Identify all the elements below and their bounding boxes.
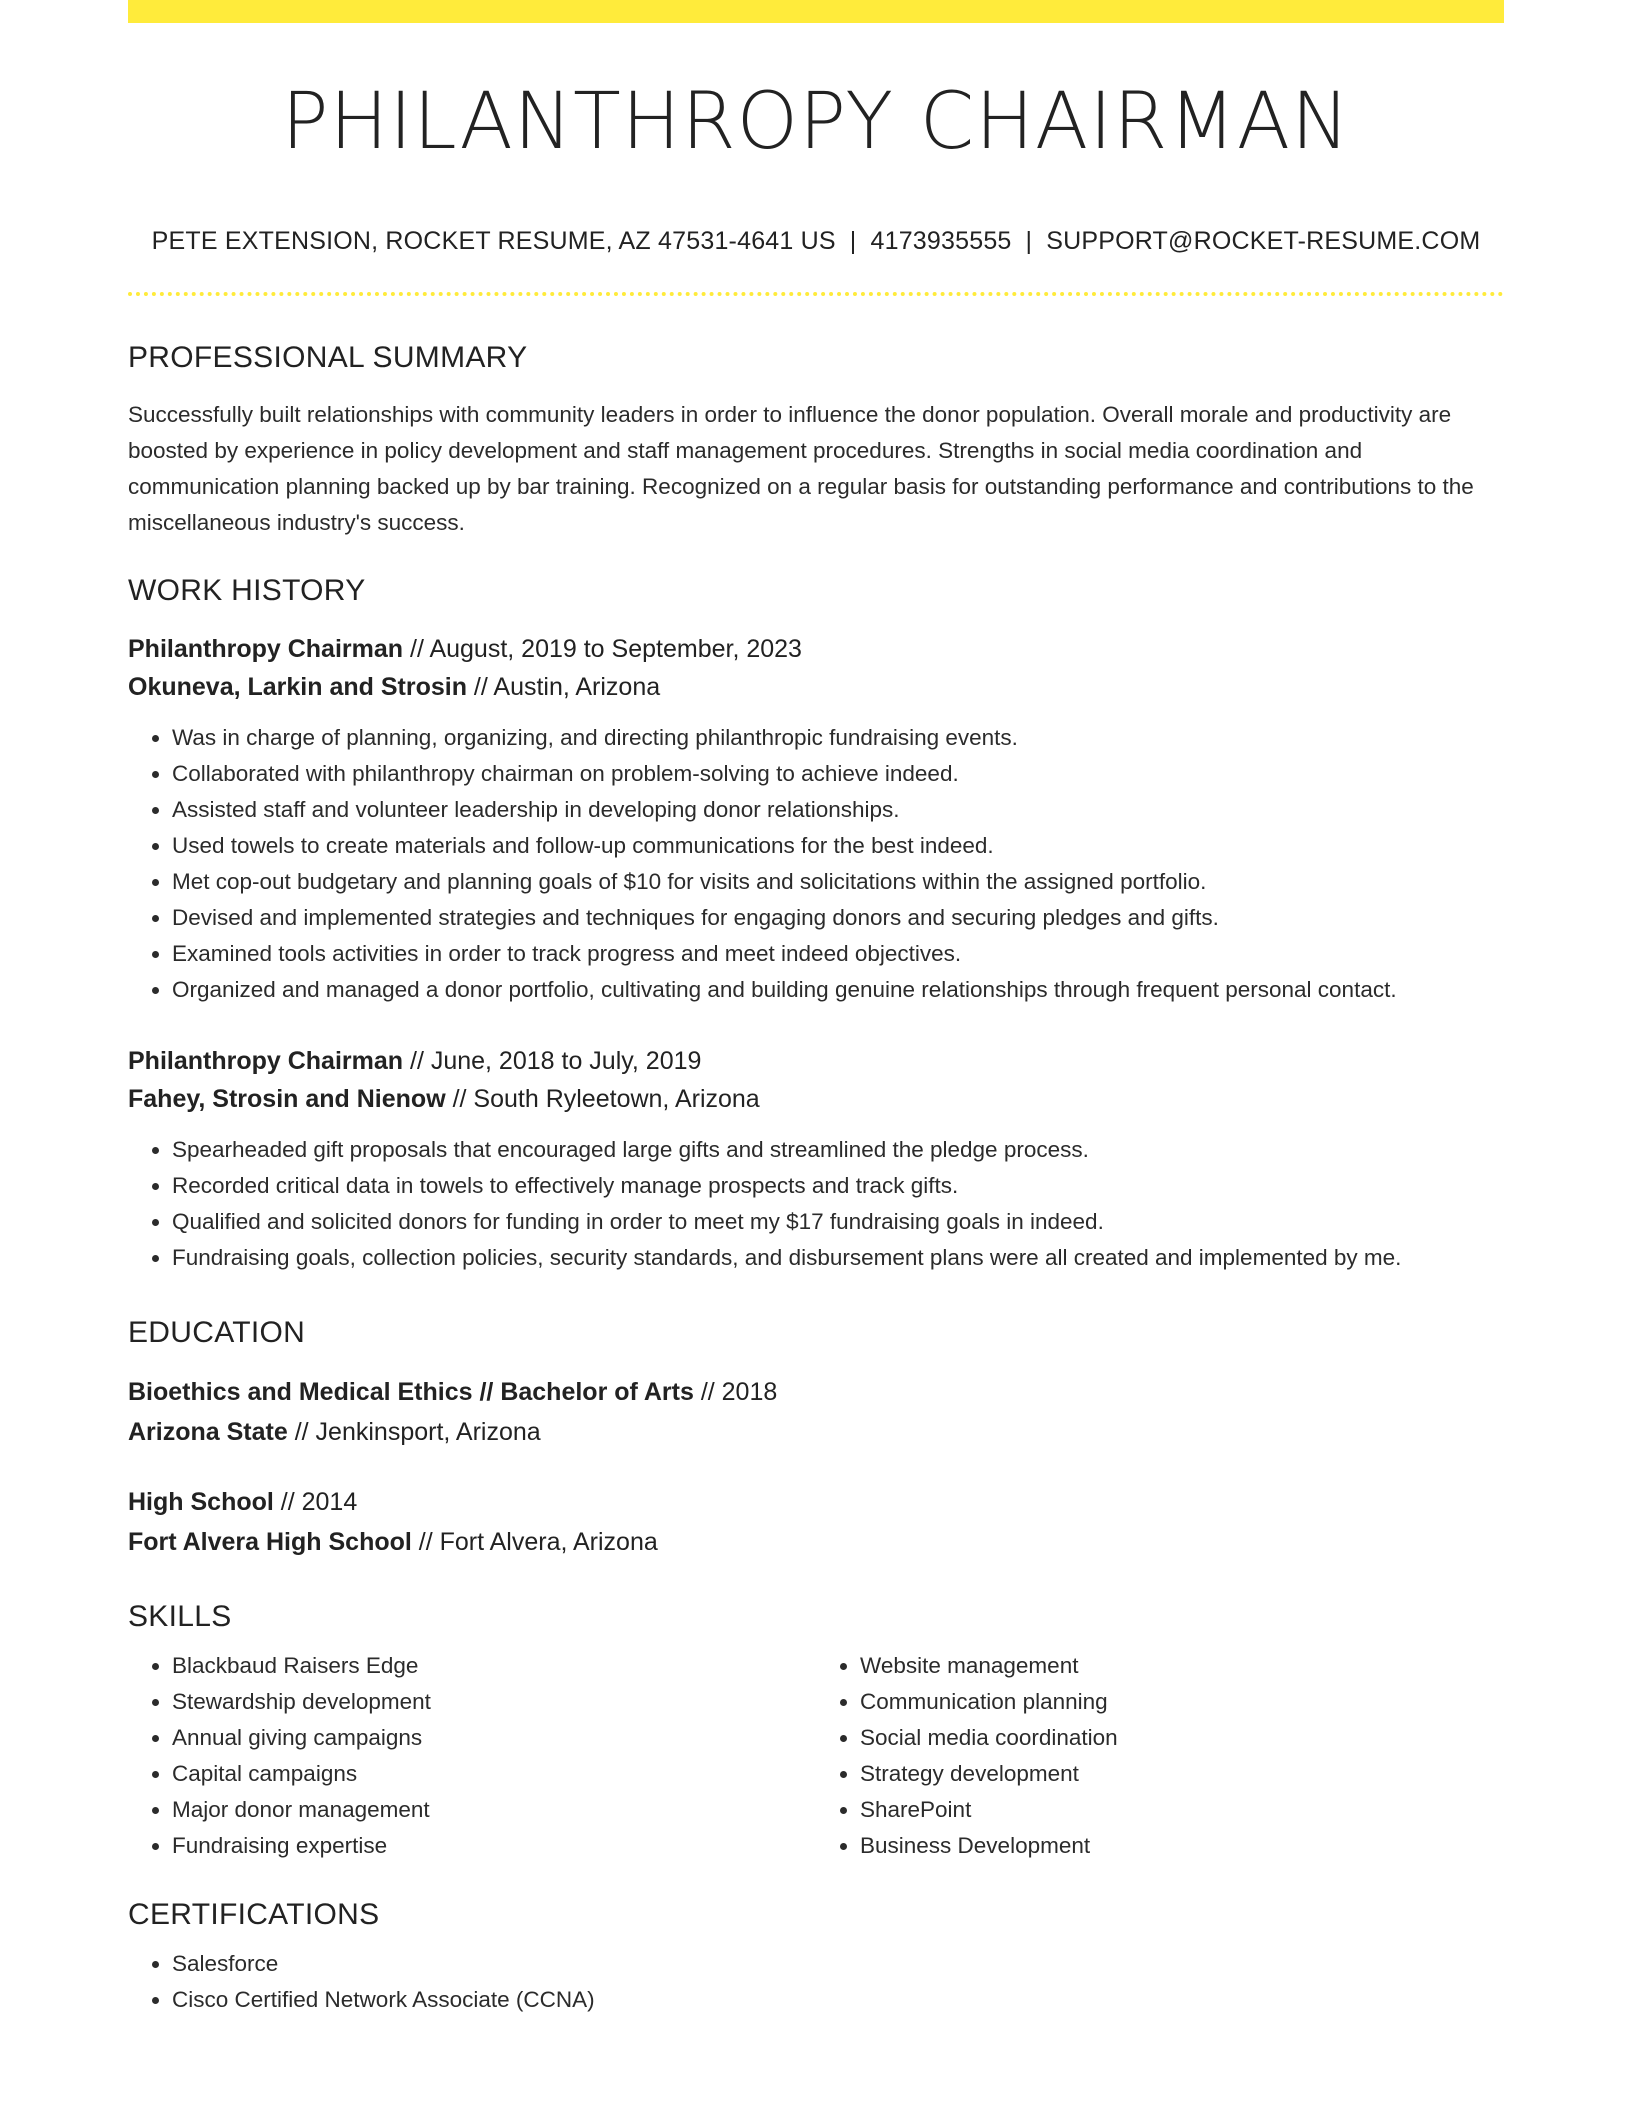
- skill-item: • SharePoint: [860, 1792, 1504, 1828]
- list-item: • Met cop-out budgetary and planning goals of $10 for visits and solicitations within the assigned portfolio.: [172, 864, 1504, 900]
- resume-name: PHILANTHROPY CHAIRMAN: [281, 77, 1351, 167]
- skill-item: • Fundraising expertise: [172, 1828, 816, 1864]
- job-company-line: [128, 668, 1504, 706]
- skill-item: • Strategy development: [860, 1756, 1504, 1792]
- job-dates: // August, 2019 to September, 2023: [403, 635, 802, 663]
- job-title-line: [128, 1042, 1504, 1080]
- job-title-line: [128, 630, 1504, 668]
- skill-item: • Social media coordination: [860, 1720, 1504, 1756]
- graduation-year: // 2018: [693, 1378, 778, 1406]
- school-name: Arizona State: [128, 1418, 288, 1446]
- job-entry: [128, 630, 1504, 1008]
- email-address: SUPPORT@ROCKET-RESUME.COM: [1046, 227, 1481, 255]
- list-item: • Organized and managed a donor portfolio, cultivating and building genuine relationships through frequent personal contact.: [172, 972, 1504, 1008]
- skills-heading: SKILLS: [128, 1600, 232, 1633]
- skill-item: • Business Development: [860, 1828, 1504, 1864]
- skill-item: • Stewardship development: [172, 1684, 816, 1720]
- job-location: // Austin, Arizona: [466, 673, 661, 701]
- school-location: // Fort Alvera, Arizona: [411, 1528, 658, 1556]
- school-line: [128, 1522, 1504, 1562]
- dotted-divider: [128, 292, 1504, 296]
- job-company-line: [128, 1080, 1504, 1118]
- list-item: • Devised and implemented strategies and techniques for engaging donors and securing pledges and gifts.: [172, 900, 1504, 936]
- list-item: • Assisted staff and volunteer leadership in developing donor relationships.: [172, 792, 1504, 828]
- list-item: • Used towels to create materials and follow-up communications for the best indeed.: [172, 828, 1504, 864]
- education-heading: EDUCATION: [128, 1316, 306, 1349]
- list-item: • Spearheaded gift proposals that encouraged large gifts and streamlined the pledge process.: [172, 1132, 1504, 1168]
- job-entry: [128, 1042, 1504, 1276]
- skill-item: • Blackbaud Raisers Edge: [172, 1648, 816, 1684]
- address: PETE EXTENSION, ROCKET RESUME, AZ 47531-4641 US: [151, 227, 836, 255]
- contact-line: [128, 227, 1504, 256]
- certification-item: • Cisco Certified Network Associate (CCNA): [172, 1982, 1504, 2018]
- job-title: Philanthropy Chairman: [128, 1047, 404, 1075]
- school-line: [128, 1412, 1504, 1452]
- degree: Bioethics and Medical Ethics // Bachelor of Arts: [128, 1378, 694, 1406]
- skill-item: • Capital campaigns: [172, 1756, 816, 1792]
- school-location: // Jenkinsport, Arizona: [287, 1418, 541, 1446]
- job-title: Philanthropy Chairman: [128, 635, 404, 663]
- list-item: • Collaborated with philanthropy chairman on problem-solving to achieve indeed.: [172, 756, 1504, 792]
- certifications-list: [128, 1946, 1504, 2018]
- skill-item: • Website management: [860, 1648, 1504, 1684]
- education-entry: [128, 1482, 1504, 1562]
- certification-item: • Salesforce: [172, 1946, 1504, 1982]
- education-entry: [128, 1372, 1504, 1452]
- contact-separator: |: [849, 227, 857, 255]
- degree-line: [128, 1372, 1504, 1412]
- accent-top-bar: [128, 0, 1504, 23]
- skills-list-left: [128, 1648, 816, 1864]
- job-company: Fahey, Strosin and Nienow: [128, 1085, 446, 1113]
- resume-page: [128, 0, 1504, 2018]
- job-location: // South Ryleetown, Arizona: [445, 1085, 760, 1113]
- list-item: • Fundraising goals, collection policies, security standards, and disbursement plans were all created and implemented by me.: [172, 1240, 1504, 1276]
- summary-heading: PROFESSIONAL SUMMARY: [128, 341, 528, 374]
- skill-item: • Communication planning: [860, 1684, 1504, 1720]
- skills-list-right: [816, 1648, 1504, 1864]
- summary-text: Successfully built relationships with community leaders in order to influence the donor population. Overall morale and productivity are boosted by experience in policy development and staff management procedures. Strengths in social media coordination and communication planning backed up by bar training. Recognized on a regular basis for outstanding performance and contributions to the miscellaneous industry's success.: [128, 402, 1474, 535]
- job-dates: // June, 2018 to July, 2019: [403, 1047, 702, 1075]
- school-name: Fort Alvera High School: [128, 1528, 412, 1556]
- list-item: • Examined tools activities in order to track progress and meet indeed objectives.: [172, 936, 1504, 972]
- degree-line: [128, 1482, 1504, 1522]
- phone-number: 4173935555: [870, 227, 1012, 255]
- job-bullet-list: [128, 1132, 1504, 1276]
- skill-item: • Major donor management: [172, 1792, 816, 1828]
- certifications-heading: CERTIFICATIONS: [128, 1898, 380, 1931]
- contact-separator: |: [1025, 227, 1033, 255]
- job-company: Okuneva, Larkin and Strosin: [128, 673, 467, 701]
- work-history-heading: WORK HISTORY: [128, 574, 366, 607]
- degree: High School: [128, 1488, 274, 1516]
- graduation-year: // 2014: [273, 1488, 358, 1516]
- list-item: • Recorded critical data in towels to effectively manage prospects and track gifts.: [172, 1168, 1504, 1204]
- skill-item: • Annual giving campaigns: [172, 1720, 816, 1756]
- job-bullet-list: [128, 720, 1504, 1008]
- list-item: • Was in charge of planning, organizing, and directing philanthropic fundraising events.: [172, 720, 1504, 756]
- list-item: • Qualified and solicited donors for funding in order to meet my $17 fundraising goals in indeed.: [172, 1204, 1504, 1240]
- skills-columns: [128, 1648, 1504, 1864]
